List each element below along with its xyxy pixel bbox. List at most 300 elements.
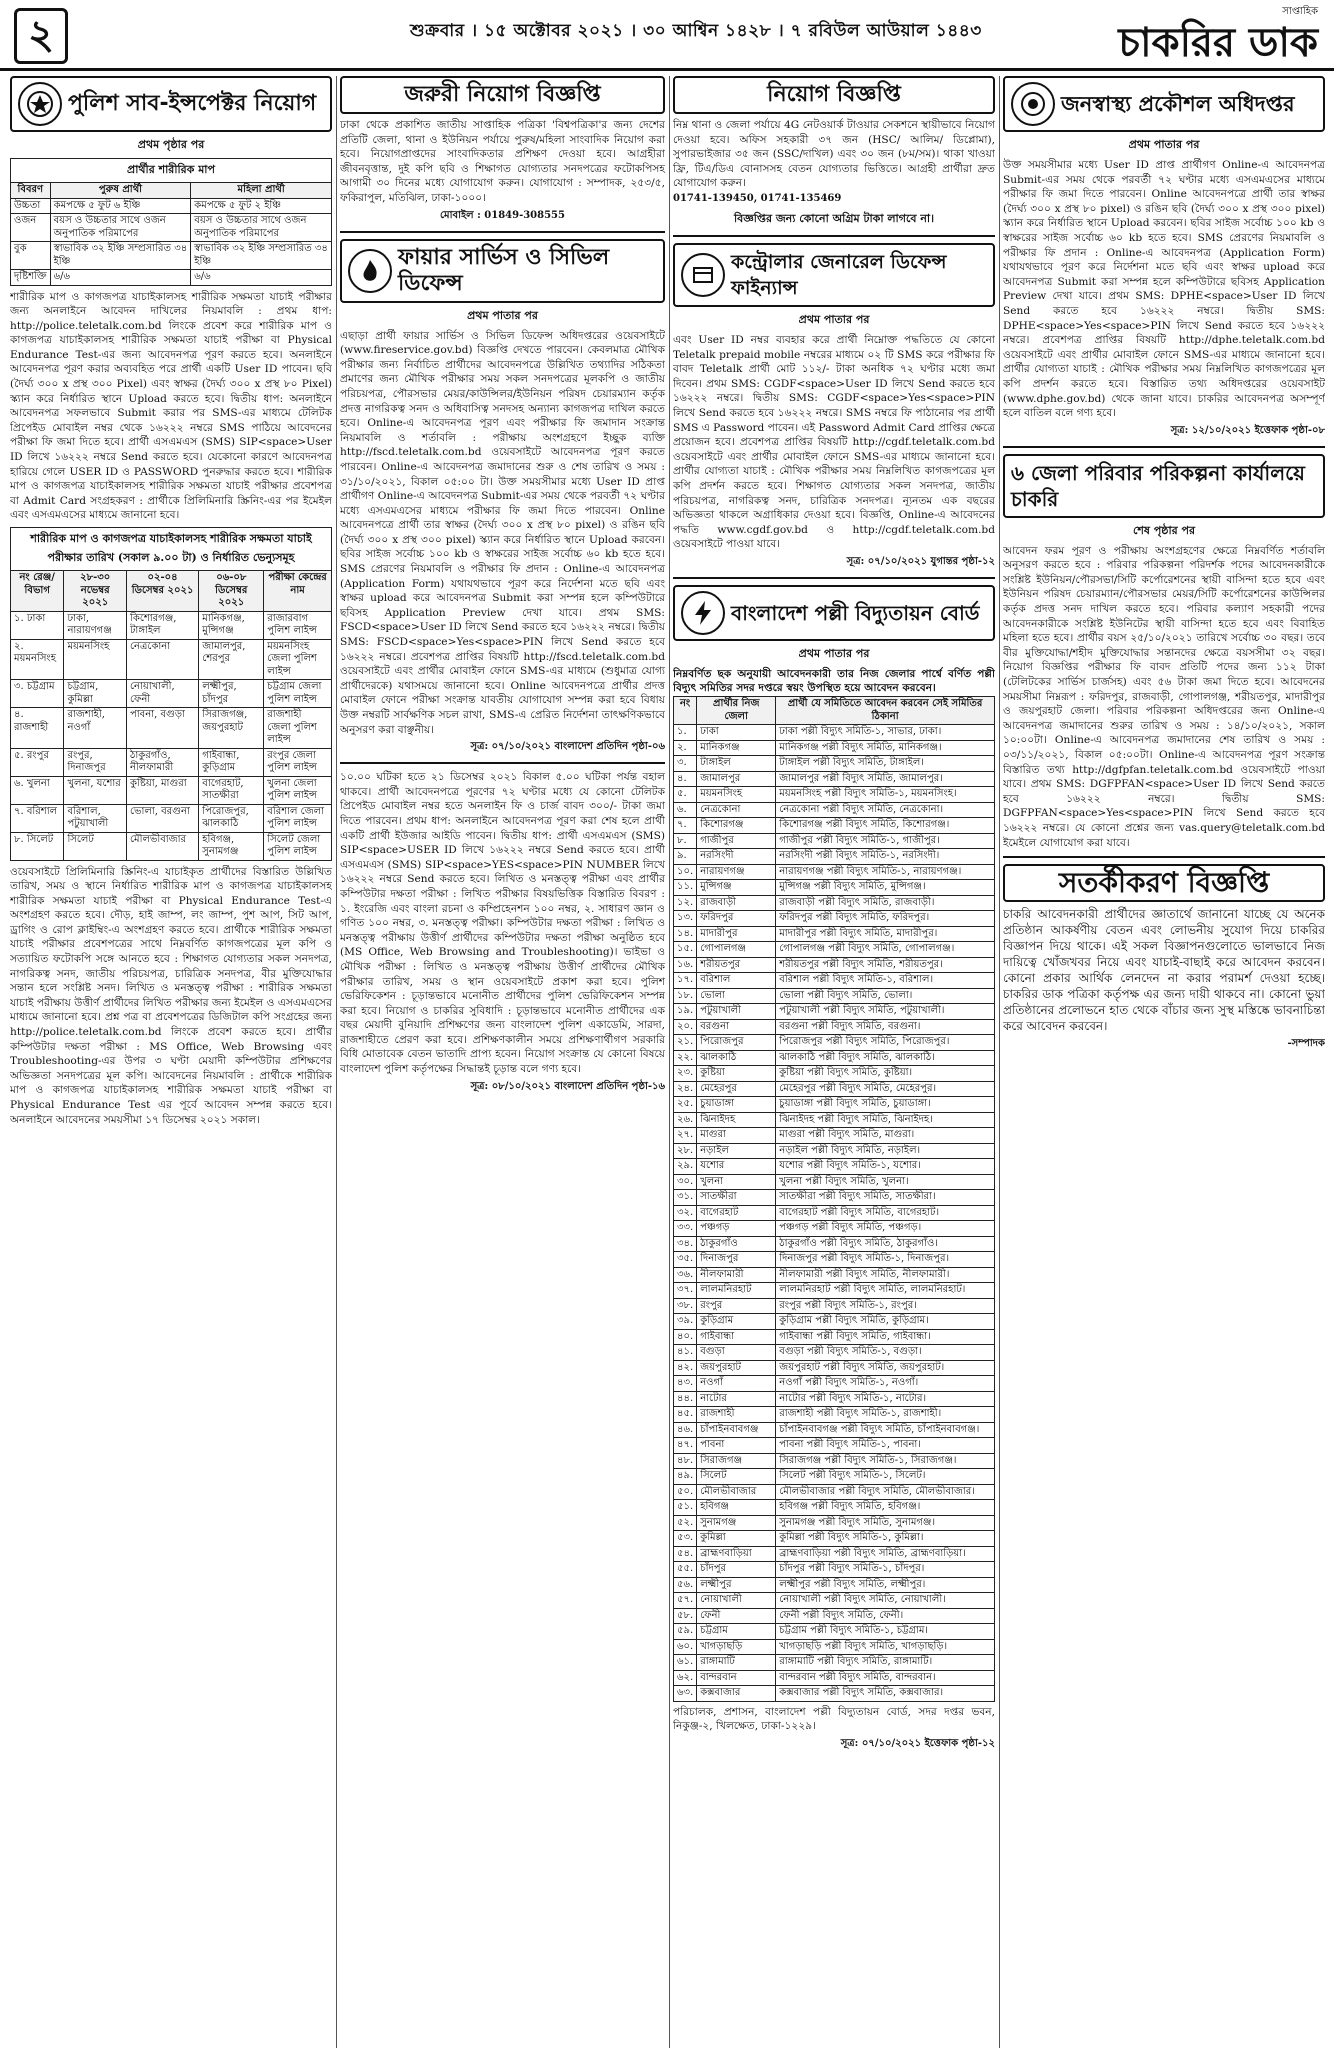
table-cell: ৫২.: [674, 1515, 697, 1531]
table-cell: সিলেট: [697, 1469, 776, 1485]
table-cell: সিলেট: [64, 832, 127, 860]
table-row: [674, 1531, 995, 1547]
table-cell: ৬৩.: [674, 1686, 697, 1702]
table-cell: রংপুর: [697, 1298, 776, 1314]
table-cell: কুমিল্লা পল্লী বিদ্যুৎ সমিতি-১, কুমিল্লা।: [776, 1531, 995, 1547]
table-row: [11, 639, 332, 680]
table-row: [674, 1298, 995, 1314]
table-cell: ৪২.: [674, 1360, 697, 1376]
table-cell: ২৭.: [674, 1128, 697, 1144]
table-row: [674, 1670, 995, 1686]
table-cell: ৬০.: [674, 1639, 697, 1655]
table-cell: কুড়িগ্রাম: [697, 1314, 776, 1330]
table-cell: গাজীপুর: [697, 833, 776, 849]
table-cell: ১৬.: [674, 957, 697, 973]
table-cell: নেত্রকোনা পল্লী বিদ্যুৎ সমিতি, নেত্রকোনা।: [776, 802, 995, 818]
table-cell: নেত্রকোনা: [697, 802, 776, 818]
defence-finance-emblem-icon: [681, 253, 725, 297]
table-header-cell: বিবরণ: [11, 183, 51, 199]
table-cell: ৪৪.: [674, 1391, 697, 1407]
bangladesh-govt-emblem-icon: [1011, 82, 1055, 126]
table-cell: যশোর পল্লী বিদ্যুৎ সমিতি-১, যশোর।: [776, 1159, 995, 1175]
table-cell: জয়পুরহাট পল্লী বিদ্যুৎ সমিতি, জয়পুরহাট।: [776, 1360, 995, 1376]
table-row: [11, 748, 332, 776]
table-cell: ২৩.: [674, 1066, 697, 1082]
table-cell: বাগেরহাট, সাতক্ষীরা: [199, 776, 264, 804]
table-cell: ৫৮.: [674, 1608, 697, 1624]
table-cell: কুড়িগ্রাম পল্লী বিদ্যুৎ সমিতি, কুড়িগ্রাম।: [776, 1314, 995, 1330]
table-cell: বরিশাল: [697, 973, 776, 989]
page-number: ২: [14, 8, 68, 64]
table-header-cell: ০২-০৪ ডিসেম্বর ২০২১: [126, 571, 198, 612]
table-cell: ৫৪.: [674, 1546, 697, 1562]
table-row: [674, 1624, 995, 1640]
table-cell: ১২.: [674, 895, 697, 911]
table-row: [674, 1143, 995, 1159]
table-cell: দৃষ্টিশক্তি: [11, 270, 51, 286]
table-cell: পাবনা পল্লী বিদ্যুৎ সমিতি-১, পাবনা।: [776, 1438, 995, 1454]
notice-title: নিয়োগ বিজ্ঞপ্তি: [767, 82, 901, 107]
table-row: [674, 1391, 995, 1407]
table-cell: ২.: [674, 740, 697, 756]
table-cell: শরীয়তপুর পল্লী বিদ্যুৎ সমিতি, শরীয়তপুর।: [776, 957, 995, 973]
table-cell: চুয়াডাঙ্গা: [697, 1097, 776, 1113]
table-cell: নরসিংদী পল্লী বিদ্যুৎ সমিতি-১, নরসিংদী।: [776, 849, 995, 865]
table-cell: রাজশাহী, নওগাঁ: [64, 708, 127, 749]
urgent-title: জরুরী নিয়োগ বিজ্ঞপ্তি: [404, 82, 601, 107]
table-cell: ময়মনসিংহ: [64, 639, 127, 680]
table-cell: ব্রাহ্মণবাড়িয়া পল্লী বিদ্যুৎ সমিতি, ব্রাহ্মণবাড়িয়া।: [776, 1546, 995, 1562]
table-cell: মৌলভীবাজার: [697, 1484, 776, 1500]
table-row: [674, 1453, 995, 1469]
table-cell: বগুড়া: [697, 1345, 776, 1361]
table-row: [674, 973, 995, 989]
table-cell: স্বাভাবিক ৩২ ইঞ্চি সম্প্রসারিত ৩৪ ইঞ্চি: [50, 242, 191, 270]
table-header-cell: পরীক্ষা কেন্দ্রের নাম: [264, 571, 332, 612]
table-cell: জামালপুর, শেরপুর: [199, 639, 264, 680]
table-row: [674, 1283, 995, 1299]
table-row: [674, 1174, 995, 1190]
table-row: [11, 804, 332, 832]
masthead-tagline: সাপ্তাহিক: [1282, 6, 1318, 17]
table-cell: রাজশাহী জেলা পুলিশ লাইন্স: [264, 708, 332, 749]
table-row: [674, 1128, 995, 1144]
table-cell: ১. ঢাকা: [11, 611, 64, 639]
table-row: [11, 198, 332, 214]
table-row: [674, 1655, 995, 1671]
table-cell: ৪৩.: [674, 1376, 697, 1392]
table-row: [674, 1376, 995, 1392]
table-cell: ঢাকা পল্লী বিদ্যুৎ সমিতি-১, সাভার, ঢাকা।: [776, 725, 995, 741]
table-cell: সিরাজগঞ্জ, জয়পুরহাট: [199, 708, 264, 749]
table-cell: ৭.: [674, 818, 697, 834]
table-cell: বরগুনা পল্লী বিদ্যুৎ সমিতি, বরগুনা।: [776, 1019, 995, 1035]
table-cell: গোপালগঞ্জ পল্লী বিদ্যুৎ সমিতি, গোপালগঞ্জ।: [776, 942, 995, 958]
table-row: [674, 1407, 995, 1423]
table-row: [674, 1050, 995, 1066]
table-cell: উচ্চতা: [11, 198, 51, 214]
table-cell: ৪০.: [674, 1329, 697, 1345]
table-cell: নীলফামারী পল্লী বিদ্যুৎ সমিতি, নীলফামারী।: [776, 1267, 995, 1283]
table-cell: ঝালকাঠি: [697, 1050, 776, 1066]
table-cell: কুষ্টিয়া, মাগুরা: [126, 776, 198, 804]
table-cell: ময়মনসিংহ পল্লী বিদ্যুৎ সমিতি-১, ময়মনসিংহ।: [776, 787, 995, 803]
column-2: [340, 76, 665, 2048]
table-cell: বরিশাল জেলা পুলিশ লাইন্স: [264, 804, 332, 832]
family-title: ৬ জেলা পরিবার পরিকল্পনা কার্যালয়ে চাকরি: [1011, 460, 1305, 511]
notice-phone: 01741-139450, 01741-135469: [673, 192, 842, 204]
urgent-phone: মোবাইল : 01849-308555: [440, 209, 565, 221]
table-cell: ৪১.: [674, 1345, 697, 1361]
table-cell: জামালপুর পল্লী বিদ্যুৎ সমিতি, জামালপুর।: [776, 771, 995, 787]
table-row: [674, 771, 995, 787]
table-row: [674, 802, 995, 818]
table-header-row: [11, 183, 332, 199]
table-cell: বান্দরবান পল্লী বিদ্যুৎ সমিতি, বান্দরবান।: [776, 1670, 995, 1686]
police-body-continued: ওয়েবসাইটে প্রিলিমিনারি স্ক্রিনিং-এ যাচাইকৃত প্রার্থীদের বিস্তারিত উল্লিখিত তারিখ, সময় ও স্থানে নির্ধারিত শারীরিক মাপ ও কাগজপত্র যাচাইকালসহ শারীরিক সক্ষমতা যাচাই পরীক্ষা বা Physical Endurance Test-এ অংশগ্রহণ করতে হবে। দৌড়, হাই জাম্প, লং জাম্প, পুশ আপ, সিট আপ, ড্রাগিং ও রোপ ক্লাইম্বিং-এ অংশগ্রহণ করতে হবে। প্রার্থীকে শারীরিক সক্ষমতা যাচাই পরীক্ষার প্রবেশপত্রের সাথে নিম্নবর্ণিত কাগজপত্রের মূল কপি ও সত্যায়িত ফটোকপি সঙ্গে আনতে হবে : শিক্ষাগত যোগ্যতার সকল সনদপত্র, নাগরিকত্ব সনদ, জাতীয় পরিচয়পত্র, চারিত্রিক সনদপত্র, বীর মুক্তিযোদ্ধার সন্তান হলে সংশ্লিষ্ট সনদ। লিখিত ও মনস্তত্ত্ব পরীক্ষা : শারীরিক সক্ষমতা যাচাই পরীক্ষায় উত্তীর্ণ প্রার্থীদের লিখিত পরীক্ষার জন্য ইমেইল ও এসএমএসের মাধ্যমে জানানো হবে। প্রশ্ন পত্র বা প্রবেশপত্রের ডিজিটাল কপি সংগ্রহের জন্য http://police.teletalk.com.bd লিংকে প্রবেশ করতে হবে। প্রার্থীর কম্পিউটার দক্ষতা পরীক্ষা : MS Office, Web Browsing এবং Troubleshooting-এর উপর ৩ ঘণ্টা মেয়াদী কম্পিউটার প্রশিক্ষণের অভিজ্ঞতা সনদপত্রের মূল কপি। আবেদনের নিয়মাবলি : প্রার্থীকে শারীরিক মাপ ও কাগজপত্র যাচাইকালসহ শারীরিক সক্ষমতা যাচাই পরীক্ষা বা Physical Endurance Test এর পূর্বে আবেদন সম্পন্ন করতে হবে। অনলাইনে আবেদনের সময়সীমা ১৭ ডিসেম্বর ২০২১ সকাল।: [10, 865, 332, 1126]
table-cell: নেত্রকোনা: [126, 639, 198, 680]
table-cell: কিশোরগঞ্জ পল্লী বিদ্যুৎ সমিতি, কিশোরগঞ্জ।: [776, 818, 995, 834]
table-cell: মানিকগঞ্জ পল্লী বিদ্যুৎ সমিতি, মানিকগঞ্জ।: [776, 740, 995, 756]
table-cell: ৬২.: [674, 1670, 697, 1686]
table-cell: নোয়াখালী পল্লী বিদ্যুৎ সমিতি, নোয়াখালী।: [776, 1593, 995, 1609]
table-cell: ৪.: [674, 771, 697, 787]
table-cell: শরীয়তপুর: [697, 957, 776, 973]
table-row: [11, 776, 332, 804]
urgent-body: ঢাকা থেকে প্রকাশিত জাতীয় সাপ্তাহিক পত্রিকা 'বিশ্বপত্রিকা'র জন্য দেশের প্রতিটি জেলা, থানা ও ইউনিয়ন পর্যায়ে পুরুষ/মহিলা সাংবাদিক নিয়োগ করা হবে। নিয়োগপ্রাপ্তদের সাংবাদিকতার প্রশিক্ষণ দেওয়া হবে। আগ্রহীরা জীবনবৃত্তান্ত, দুই কপি ছবি ও শিক্ষাগত যোগ্যতার সনদপত্রের ফটোকপিসহ আগামী ৩০ দিনের মধ্যে যোগাযোগ করুন। যোগাযোগ : সম্পাদক, ২৫৩/৫, ফকিরাপুল, মতিঝিল, ঢাকা-১০০০।: [340, 119, 665, 204]
table-cell: ঝালকাঠি পল্লী বিদ্যুৎ সমিতি, ঝালকাঠি।: [776, 1050, 995, 1066]
table-cell: ৩.: [674, 756, 697, 772]
table-cell: ৩৭.: [674, 1283, 697, 1299]
table-cell: ৫১.: [674, 1500, 697, 1516]
table-cell: পিরোজপুর, ঝালকাঠি: [199, 804, 264, 832]
table-row: [674, 756, 995, 772]
table-cell: ৮. সিলেট: [11, 832, 64, 860]
fire-lead: প্রথম পাতার পর: [467, 308, 538, 322]
table-row: [674, 911, 995, 927]
table-cell: ৩৮.: [674, 1298, 697, 1314]
table-cell: চাঁদপুর পল্লী বিদ্যুৎ সমিতি-১, চাঁদপুর।: [776, 1562, 995, 1578]
column-divider: [669, 76, 670, 2048]
table-cell: কমপক্ষে ৫ ফুট ৬ ইঞ্চি: [50, 198, 191, 214]
table-cell: ১৯.: [674, 1004, 697, 1020]
table-cell: ৩. চট্টগ্রাম: [11, 680, 64, 708]
table-cell: সিরাজগঞ্জ: [697, 1453, 776, 1469]
table-cell: ভোলা পল্লী বিদ্যুৎ সমিতি, ভোলা।: [776, 988, 995, 1004]
police-source: সূত্র: ০৮/১০/২০২১ বাংলাদেশ প্রতিদিন পৃষ্ঠা-১৬: [470, 1080, 665, 1092]
family-body: আবেদন ফরম পূরণ ও পরীক্ষায় অংশগ্রহণের ক্ষেত্রে নিম্নবর্ণিত শর্তাবলি অনুসরণ করতে হবে : পরিবার পরিকল্পনা পরিদর্শক পদের আবেদনকারীকে সংশ্লিষ্ট ইউনিয়ন/পৌরসভা/সিটি কর্পোরেশনের স্থায়ী বাসিন্দা হতে হবে এবং ইউনিয়ন পরিষদ চেয়ারম্যান/পৌরসভার মেয়র/সিটি কর্পোরেশনের কাউন্সিলর কর্তৃক প্রদত্ত সনদ দাখিল করতে হবে। পরিবার কল্যাণ সহকারী পদের আবেদনকারীকে সংশ্লিষ্ট ইউনিটের স্থায়ী বাসিন্দা হতে হবে এবং বিবাহিত মহিলা হতে হবে। প্রার্থীর বয়স ২৫/১০/২০২১ তারিখে সর্বোচ্চ ৩০ বছর। তবে বীর মুক্তিযোদ্ধা/শহীদ মুক্তিযোদ্ধার সন্তানদের ক্ষেত্রে বয়সসীমা ৩২ বছর। নিয়োগ বিজ্ঞপ্তির পরীক্ষার ফি বাবদ প্রতিটি পদের জন্য ১১২ টাকা (টেলিটকের সার্ভিস চার্জসহ) এবং ৫৬ টাকা জমা দিতে হবে। আবেদনের সময়সীমা নিম্নরূপ : ফরিদপুর, রাজবাড়ী, গোপালগঞ্জ, শরীয়তপুর, মাদারীপুর ও জয়পুরহাট জেলা। পরিবার পরিকল্পনা অধিদপ্তরের জন্য Online-এ আবেদনপত্র জমাদানের শুরুর তারিখ ও সময় : ১৪/১০/২০২১, সকাল ১০:০০টা। Online-এ আবেদনপত্র জমাদানের শেষ তারিখ ও সময় : ০৩/১১/২০২১, বিকাল ০৫:০০টা। Online-এ আবেদনপত্র পূরণ সংক্রান্ত বিস্তারিত তথ্য http://dgfpfan.teletalk.com.bd ওয়েবসাইটে পাওয়া যাবে। প্রথম SMS: DGFPFAN<space>User ID লিখে Send করতে হবে ১৬২২২ নম্বরে। দ্বিতীয় SMS: DGFPFAN<space>Yes<space>PIN লিখে Send করতে হবে ১৬২২২ নম্বরে। যে কোনো প্রশ্নের জন্য vas.query@teletalk.com.bd ইমেইলে যোগাযোগ করা যাবে।: [1003, 544, 1325, 849]
table-cell: নাটোর: [697, 1391, 776, 1407]
table-cell: ৪৫.: [674, 1407, 697, 1423]
table-cell: ঝিনাইদহ: [697, 1112, 776, 1128]
table-cell: ঢাকা: [697, 725, 776, 741]
table-row: [674, 1639, 995, 1655]
table-row: [674, 1345, 995, 1361]
table-row: [11, 242, 332, 270]
table-cell: রংপুর পল্লী বিদ্যুৎ সমিতি-১, রংপুর।: [776, 1298, 995, 1314]
table-cell: ১১.: [674, 880, 697, 896]
section-rule: [340, 762, 665, 764]
family-heading-box: [1003, 454, 1325, 518]
table-row: [674, 1081, 995, 1097]
table-cell: ঢাকা, নারায়ণগঞ্জ: [64, 611, 127, 639]
rural-intro: নিম্নবর্ণিত ছক অনুযায়ী আবেদনকারী তার নিজ জেলার পার্শ্বে বর্ণিত পল্লী বিদ্যুৎ সমিতির সদর দপ্তরে স্বয়ং উপস্থিত হয়ে আবেদন করবেন।: [673, 667, 995, 695]
table-cell: ১৫.: [674, 942, 697, 958]
table-cell: খুলনা, যশোর: [64, 776, 127, 804]
dphe-source: সূত্র: ১২/১০/২০২১ ইত্তেফাক পৃষ্ঠা-০৮: [1170, 424, 1325, 436]
table-row: [11, 214, 332, 242]
table-cell: চট্টগ্রাম পল্লী বিদ্যুৎ সমিতি-১, চট্টগ্রাম।: [776, 1624, 995, 1640]
table-row: [674, 1546, 995, 1562]
table-cell: লক্ষ্মীপুর পল্লী বিদ্যুৎ সমিতি, লক্ষ্মীপুর।: [776, 1577, 995, 1593]
table-cell: ঠাকুরগাঁও পল্লী বিদ্যুৎ সমিতি, ঠাকুরগাঁও।: [776, 1236, 995, 1252]
table-cell: ১৩.: [674, 911, 697, 927]
table-cell: ৫০.: [674, 1484, 697, 1500]
table-row: [674, 1159, 995, 1175]
table-cell: রাজশাহী পল্লী বিদ্যুৎ সমিতি-১, রাজশাহী।: [776, 1407, 995, 1423]
table-cell: চট্টগ্রাম জেলা পুলিশ লাইন্স: [264, 680, 332, 708]
table-cell: মানিকগঞ্জ: [697, 740, 776, 756]
table-row: [674, 926, 995, 942]
table-cell: বরিশাল, পটুয়াখালী: [64, 804, 127, 832]
table-cell: নরসিংদী: [697, 849, 776, 865]
dphe-heading-box: [1003, 76, 1325, 132]
warning-body: চাকরি আবেদনকারী প্রার্থীদের জ্ঞাতার্থে জানানো যাচ্ছে যে অনেক প্রতিষ্ঠান আকর্ষণীয় বেতন এবং লোভনীয় সুযোগ দিয়ে চাকরির বিজ্ঞাপন দিয়ে থাকে। এই সকল বিজ্ঞাপনগুলোতে ভালভাবে নিজ দায়িত্বে খোঁজখবর নিয়ে এবং যাচাই-বাছাই করে আবেদন করবেন। কোনো প্রকার আর্থিক লেনদেন না করার পরামর্শ দেওয়া হচ্ছে। চাকরির ডাক পত্রিকা কর্তৃপক্ষ এর জন্য দায়ী থাকবে না। কোনো ভুয়া প্রতিষ্ঠানের প্রলোভনে হাত থেকে বাঁচার জন্য সুস্থ মস্তিষ্কে ভাবনাচিন্তা করে আবেদন করবেন।: [1003, 907, 1325, 1034]
table-row: [674, 1205, 995, 1221]
table-cell: কক্সবাজার পল্লী বিদ্যুৎ সমিতি, কক্সবাজার।: [776, 1686, 995, 1702]
table-row: [674, 1097, 995, 1113]
table-cell: পটুয়াখালী: [697, 1004, 776, 1020]
table-cell: ২৮.: [674, 1143, 697, 1159]
table-cell: ২৬.: [674, 1112, 697, 1128]
table-cell: ফেনী: [697, 1608, 776, 1624]
schedule-title: শারীরিক মাপ ও কাগজপত্র যাচাইকালসহ শারীরিক সক্ষমতা যাচাই পরীক্ষার তারিখ (সকাল ৯.০০ টা) ও নির্ধারিত ভেন্যুসমূহ: [10, 527, 332, 570]
table-row: [674, 1608, 995, 1624]
table-row: [674, 818, 995, 834]
table-cell: ঝিনাইদহ পল্লী বিদ্যুৎ সমিতি, ঝিনাইদহ।: [776, 1112, 995, 1128]
table-cell: গাজীপুর পল্লী বিদ্যুৎ সমিতি-১, গাজীপুর।: [776, 833, 995, 849]
table-cell: বান্দরবান: [697, 1670, 776, 1686]
table-header-cell: ২৮-৩০ নভেম্বর ২০২১: [64, 571, 127, 612]
table-row: [674, 833, 995, 849]
table-cell: ৮.: [674, 833, 697, 849]
table-cell: দিনাজপুর: [697, 1252, 776, 1268]
table-header-cell: ০৬-০৮ ডিসেম্বর ২০২১: [199, 571, 264, 612]
table-cell: ১.: [674, 725, 697, 741]
table-cell: মাগুরা: [697, 1128, 776, 1144]
table-cell: সিলেট পল্লী বিদ্যুৎ সমিতি-১, সিলেট।: [776, 1469, 995, 1485]
table-row: [674, 942, 995, 958]
table-cell: বগুড়া পল্লী বিদ্যুৎ সমিতি-১, বগুড়া।: [776, 1345, 995, 1361]
table-row: [11, 270, 332, 286]
table-cell: ৪. রাজশাহী: [11, 708, 64, 749]
table-cell: ৫৬.: [674, 1577, 697, 1593]
table-cell: ওজন: [11, 214, 51, 242]
table-cell: ১৪.: [674, 926, 697, 942]
table-cell: পঞ্চগড়: [697, 1221, 776, 1237]
table-header-cell: নং: [674, 697, 697, 725]
page-header: [0, 0, 1334, 70]
table-cell: রংপুর, দিনাজপুর: [64, 748, 127, 776]
table-header-row: [674, 697, 995, 725]
table-cell: নীলফামারী: [697, 1267, 776, 1283]
table-cell: যশোর: [697, 1159, 776, 1175]
table-row: [674, 1329, 995, 1345]
table-cell: বাগেরহাট পল্লী বিদ্যুৎ সমিতি, বাগেরহাট।: [776, 1205, 995, 1221]
table-header-cell: পুরুষ প্রার্থী: [50, 183, 191, 199]
table-cell: ৬.: [674, 802, 697, 818]
table-cell: নড়াইল: [697, 1143, 776, 1159]
table-cell: খাগড়াছড়ি: [697, 1639, 776, 1655]
table-cell: খুলনা পল্লী বিদ্যুৎ সমিতি, খুলনা।: [776, 1174, 995, 1190]
table-cell: বাগেরহাট: [697, 1205, 776, 1221]
table-cell: ব্রাহ্মণবাড়িয়া: [697, 1546, 776, 1562]
table-row: [674, 1422, 995, 1438]
table-cell: লক্ষ্মীপুর: [697, 1577, 776, 1593]
section-rule: [1003, 446, 1325, 448]
dphe-body: উক্ত সময়সীমার মধ্যে User ID প্রাপ্ত প্রার্থীগণ Online-এ আবেদনপত্র Submit-এর সময় থেকে পরবর্তী ৭২ ঘণ্টার মধ্যে এসএমএসের মাধ্যমে পরীক্ষার ফি জমা দিতে পারবেন। Online আবেদনপত্রে প্রার্থী তার স্বাক্ষর (দৈর্ঘ্য ৩০০ x প্রস্থ ৮০ pixel) ও রঙিন ছবি (দৈর্ঘ্য ৩০০ x প্রস্থ ৩০০ pixel) স্ক্যান করে নির্ধারিত স্থানে Upload করবেন। ছবির সাইজ সর্বোচ্চ ১০০ kb ও স্বাক্ষরের সাইজ সর্বোচ্চ ৬০ kb হতে হবে। SMS প্রেরণের নিয়মাবলি ও পরীক্ষার ফি প্রদান : Online-এ আবেদনপত্র (Application Form) যথাযথভাবে পূরণ করে নির্দেশনা মতে ছবি এবং স্বাক্ষর upload করে আবেদনপত্র Submit করা সম্পন্ন হলে কম্পিউটারে ছবিসহ Application Preview দেখা যাবে। প্রথম SMS: DPHE<space>User ID লিখে Send করতে হবে ১৬২২২ নম্বরে। দ্বিতীয় SMS: DPHE<space>Yes<space>PIN লিখে Send করতে হবে ১৬২২২ নম্বরে। প্রবেশপত্র প্রাপ্তির বিষয়টি http://dphe.teletalk.com.bd ওয়েবসাইটে এবং প্রার্থীর মোবাইল ফোনে SMS-এর মাধ্যমে জানানো হবে। প্রার্থীর যোগ্যতা যাচাই : মৌখিক পরীক্ষার সময় নিম্নলিখিত কাগজপত্রের মূল কপি প্রদর্শন করতে হবে। বিস্তারিত তথ্য অধিদপ্তরের ওয়েবসাইট (www.dphe.gov.bd) থেকে জানা যাবে। চাকরির আবেদনপত্র অসম্পূর্ণ হলে বাতিল বলে গণ্য হবে।: [1003, 159, 1325, 420]
section-rule: [673, 235, 995, 237]
table-cell: পটুয়াখালী পল্লী বিদ্যুৎ সমিতি, পটুয়াখালী।: [776, 1004, 995, 1020]
police-continued-body: ১০.০০ ঘটিকা হতে ২১ ডিসেম্বর ২০২১ বিকাল ৫.০০ ঘটিকা পর্যন্ত বহাল থাকবে। প্রার্থী আবেদনপত্রে পূরণের ৭২ ঘণ্টার মধ্যে যে কোনো টেলিটক প্রিপেইড মোবাইল নম্বর হতে অনলাইন ফি ও চার্জ বাবদ ৩০০/- টাকা জমা দিতে পারবেন। প্রথম ধাপ: অনলাইনে আবেদনপত্র পূরণ করা শেষ হলে প্রার্থী একটি প্রার্থী ইউজার আইডি পাবেন। দ্বিতীয় ধাপ: প্রার্থী এসএমএস (SMS) SIP<space>USER ID লিখে ১৬২২২ নম্বরে Send করতে হবে। প্রার্থী এসএমএস (SMS) SIP<space>YES<space>PIN NUMBER লিখে ১৬২২২ নম্বরে Send করতে হবে। লিখিত ও মনস্তত্ত্ব পরীক্ষা এবং প্রার্থীর কম্পিউটার দক্ষতা পরীক্ষা : লিখিত পরীক্ষার বিষয়ভিত্তিক বিস্তারিত বিবরণ : ১. ইংরেজি এবং বাংলা রচনা ও কম্প্রিহেনশন ১০০ নম্বর, ২. সাধারণ জ্ঞান ও গণিত ১০০ নম্বর, ৩. মনস্তত্ত্ব পরীক্ষা। কম্পিউটার দক্ষতা পরীক্ষা : লিখিত ও মনস্তত্ত্ব পরীক্ষায় উত্তীর্ণ প্রার্থীদের কম্পিউটার দক্ষতা পরীক্ষা অনুষ্ঠিত হবে (MS Office, Web Browsing and Troubleshooting)। ভাইভা ও মৌখিক পরীক্ষা : লিখিত ও মনস্তত্ত্ব পরীক্ষায় উত্তীর্ণ প্রার্থীদের মৌখিক পরীক্ষার তারিখ, সময় ও স্থান ওয়েবসাইটে প্রকাশ করা হবে। পুলিশ ভেরিফিকেশন : চূড়ান্তভাবে মনোনীত প্রার্থীদের পুলিশ ভেরিফিকেশন সম্পন্ন করা হবে। নিয়োগ ও চাকরির সুবিধাদি : চূড়ান্তভাবে মনোনীত প্রার্থীদের এক বছর মেয়াদী বুনিয়াদি প্রশিক্ষণের জন্য বাংলাদেশ পুলিশ একাডেমি, সারদা, রাজশাহীতে প্রেরণ করা হবে। প্রশিক্ষণকালীন সময়ে প্রশিক্ষণার্থীগণ সরকারি বিধি মোতাবেক বেতন ভাতাদি প্রাপ্য হবেন। নিয়োগ সংক্রান্ত যে কোনো বিষয়ে বাংলাদেশ পুলিশ কর্তৃপক্ষের সিদ্ধান্তই চূড়ান্ত বলে গণ্য হবে।: [340, 771, 665, 1076]
table-cell: ফরিদপুর: [697, 911, 776, 927]
table-row: [674, 1267, 995, 1283]
table-cell: বয়স ও উচ্চতার সাথে ওজন অনুপাতিক পরিমাপের: [191, 214, 332, 242]
table-cell: ২২.: [674, 1050, 697, 1066]
table-row: [674, 1035, 995, 1051]
table-cell: পিরোজপুর: [697, 1035, 776, 1051]
table-cell: সুনামগঞ্জ পল্লী বিদ্যুৎ সমিতি, সুনামগঞ্জ।: [776, 1515, 995, 1531]
table-row: [674, 1469, 995, 1485]
rural-heading-box: [673, 585, 995, 641]
table-row: [674, 1484, 995, 1500]
table-cell: মেহেরপুর পল্লী বিদ্যুৎ সমিতি, মেহেরপুর।: [776, 1081, 995, 1097]
notice-note: বিজ্ঞপ্তির জন্য কোনো অগ্রিম টাকা লাগবে না।: [733, 211, 935, 225]
table-cell: বুক: [11, 242, 51, 270]
notice-body: নিম্ন থানা ও জেলা পর্যায়ে 4G নেটওয়ার্ক টাওয়ার সেকশনে স্থায়ীভাবে নিয়োগ দেওয়া হবে। অফিস সহকারী ৩৭ জন (HSC/ আলিম/ ডিপ্লোমা), সুপারভাইজার ৩৫ জন (SSC/দাখিল) এবং ৩০ জন (৮ম/সম)। থাকা খাওয়া ফ্রি, টিএ/ডিএ বোনাসসহ বেতন যোগ্যতার ভিত্তিতে। আগ্রহী প্রার্থীরা দ্রুত যোগাযোগ করুন।: [673, 119, 995, 190]
masthead: [1048, 4, 1318, 64]
table-cell: ৩৪.: [674, 1236, 697, 1252]
table-cell: ৫.: [674, 787, 697, 803]
table-cell: ৩০.: [674, 1174, 697, 1190]
table-cell: পাবনা, বগুড়া: [126, 708, 198, 749]
table-cell: ৩১.: [674, 1190, 697, 1206]
table-cell: গাইবান্ধা পল্লী বিদ্যুৎ সমিতি, গাইবান্ধা।: [776, 1329, 995, 1345]
table-cell: নওগাঁ: [697, 1376, 776, 1392]
table-cell: ভোলা: [697, 988, 776, 1004]
masthead-title: চাকরির ডাক: [1118, 20, 1318, 66]
table-cell: মাগুরা পল্লী বিদ্যুৎ সমিতি, মাগুরা।: [776, 1128, 995, 1144]
table-cell: সিরাজগঞ্জ পল্লী বিদ্যুৎ সমিতি-১, সিরাজগঞ্জ।: [776, 1453, 995, 1469]
table-cell: মাদারীপুর: [697, 926, 776, 942]
table-cell: ফেনী পল্লী বিদ্যুৎ সমিতি, ফেনী।: [776, 1608, 995, 1624]
table-cell: গাইবান্ধা, কুড়িগ্রাম: [199, 748, 264, 776]
table-cell: চাঁপাইনবাবগঞ্জ: [697, 1422, 776, 1438]
table-row: [674, 1438, 995, 1454]
table-row: [674, 880, 995, 896]
fire-service-emblem-icon: [348, 249, 392, 293]
table-cell: ৫৫.: [674, 1562, 697, 1578]
table-row: [674, 1593, 995, 1609]
table-cell: ফরিদপুর পল্লী বিদ্যুৎ সমিতি, ফরিদপুর।: [776, 911, 995, 927]
table-row: [674, 849, 995, 865]
table-cell: কক্সবাজার: [697, 1686, 776, 1702]
table-cell: কিশোরগঞ্জ, টাঙ্গাইল: [126, 611, 198, 639]
table-row: [674, 1577, 995, 1593]
rural-electrification-emblem-icon: [681, 591, 725, 635]
table-cell: মাদারীপুর পল্লী বিদ্যুৎ সমিতি, মাদারীপুর।: [776, 926, 995, 942]
table-cell: নড়াইল পল্লী বিদ্যুৎ সমিতি, নড়াইল।: [776, 1143, 995, 1159]
table-cell: ভোলা, বরগুনা: [126, 804, 198, 832]
table-cell: মুন্সিগঞ্জ: [697, 880, 776, 896]
table-row: [674, 725, 995, 741]
table-cell: ৬/৬: [50, 270, 191, 286]
table-header-cell: প্রার্থীর নিজ জেলা: [697, 697, 776, 725]
controller-lead: প্রথম পাতার পর: [798, 312, 870, 326]
table-cell: ময়মনসিংহ জেলা পুলিশ লাইন্স: [264, 639, 332, 680]
table-cell: নাটোর পল্লী বিদ্যুৎ সমিতি-১, নাটোর।: [776, 1391, 995, 1407]
fire-body: এছাড়া প্রার্থী ফায়ার সার্ভিস ও সিভিল ডিফেন্স অধিদপ্তরের ওয়েবসাইটে (www.fireservice.gov.bd) বিজ্ঞপ্তি দেখতে পারবেন। কেবলমাত্র মৌখিক পরীক্ষার জন্য নির্বাচিত প্রার্থীদের আবেদনপত্রে উল্লিখিত তথ্যাদির সঠিকতা প্রমাণের জন্য মৌখিক পরীক্ষার সময় সকল সনদপত্রের মূলকপি ও জাতীয় পরিচয়পত্র, পৌরসভার মেয়র/কাউন্সিলর/ইউনিয়ন পরিষদ চেয়ারম্যান কর্তৃক প্রদত্ত নাগরিকত্ব সনদ ও অধিবাসিত্ব সনদসহ অন্যান্য কাগজপত্র দাখিল করতে হবে। Online-এ আবেদনপত্র পূরণ এবং পরীক্ষার ফি জমাদান সংক্রান্ত নিয়মাবলি ও শর্তাবলি : পরীক্ষায় অংশগ্রহণে ইচ্ছুক ব্যক্তি http://fscd.teletalk.com.bd ওয়েবসাইটে আবেদনপত্র পূরণ করতে পারবেন। Online-এ আবেদনপত্র জমাদানের শুরু ও শেষ তারিখ ও সময় : ৩১/১০/২০২১, বিকাল ০৫:০০ টা। উক্ত সময়সীমার মধ্যে User ID প্রাপ্ত প্রার্থীগণ Online-এ আবেদনপত্র Submit-এর সময় থেকে পরবর্তী ৭২ ঘণ্টার মধ্যে এসএমএসের মাধ্যমে পরীক্ষার ফি জমা দিতে পারবেন। Online আবেদনপত্রে প্রার্থী তার স্বাক্ষর (দৈর্ঘ্য ৩০০ x প্রস্থ ৮০ pixel) ও রঙিন ছবি (দৈর্ঘ্য ৩০০ x প্রস্থ ৩০০ pixel) স্ক্যান করে নির্ধারিত স্থানে Upload করবেন। ছবির সাইজ সর্বোচ্চ ১০০ kb ও স্বাক্ষরের সাইজ সর্বোচ্চ ৬০ kb হতে হবে। SMS প্রেরণের নিয়মাবলি ও পরীক্ষার ফি প্রদান : Online-এ আবেদনপত্র (Application Form) যথাযথভাবে পূরণ করে নির্দেশনা মতে ছবি এবং স্বাক্ষর upload করে আবেদনপত্র Submit করা সম্পন্ন হলে কম্পিউটারে ছবিসহ Application Preview দেখা যাবে। প্রথম SMS: FSCD<space>User ID লিখে Send করতে হবে ১৬২২২ নম্বরে। দ্বিতীয় SMS: FSCD<space>Yes<space>PIN লিখে Send করতে হবে ১৬২২২ নম্বরে। প্রবেশপত্র প্রাপ্তির বিষয়টি http://fscd.teletalk.com.bd ওয়েবসাইটে এবং প্রার্থীর মোবাইল ফোনে SMS-এর মাধ্যমে (শুধুমাত্র যোগ্য প্রার্থীদেরকে) যথাসময়ে জানানো হবে। Online আবেদনপত্রে প্রার্থীর প্রদত্ত মোবাইল ফোনে পরীক্ষা সংক্রান্ত যাবতীয় যোগাযোগ সম্পন্ন করা হবে বিধায় উক্ত নম্বরটি সার্বক্ষণিক সচল রাখা, SMS-এ প্রেরিত নির্দেশনা তাৎক্ষণিকভাবে অনুসরণ করা বাঞ্ছনীয়।: [340, 329, 665, 736]
table-row: [674, 1500, 995, 1516]
section-rule: [340, 231, 665, 233]
table-cell: বরগুনা: [697, 1019, 776, 1035]
section-rule: [1003, 856, 1325, 858]
table-cell: ১৮.: [674, 988, 697, 1004]
table-cell: ২. ময়মনসিংহ: [11, 639, 64, 680]
table-cell: চাঁপাইনবাবগঞ্জ পল্লী বিদ্যুৎ সমিতি, চাঁপাইনবাবগঞ্জ।: [776, 1422, 995, 1438]
table-cell: রাজবাড়ী: [697, 895, 776, 911]
table-cell: ২৫.: [674, 1097, 697, 1113]
warning-heading-box: [1003, 864, 1325, 902]
table-cell: খাগড়াছড়ি পল্লী বিদ্যুৎ সমিতি, খাগড়াছড়ি।: [776, 1639, 995, 1655]
table-cell: ৯.: [674, 849, 697, 865]
table-cell: গাইবান্ধা: [697, 1329, 776, 1345]
table-cell: সিলেট জেলা পুলিশ লাইন্স: [264, 832, 332, 860]
table-cell: ৬১.: [674, 1655, 697, 1671]
family-lead: শেষ পৃষ্ঠার পর: [1132, 523, 1196, 537]
table-cell: ৪৯.: [674, 1469, 697, 1485]
table-row: [674, 1221, 995, 1237]
dphe-lead: প্রথম পাতার পর: [1128, 138, 1200, 151]
table-cell: ১৭.: [674, 973, 697, 989]
table-cell: ৩৫.: [674, 1252, 697, 1268]
table-row: [674, 1112, 995, 1128]
column-4: [1003, 76, 1325, 2048]
column-3: [673, 76, 995, 2048]
table-cell: পাবনা: [697, 1438, 776, 1454]
police-emblem-icon: [18, 82, 62, 126]
table-row: [674, 957, 995, 973]
table-cell: রাজারবাগ পুলিশ লাইন্স: [264, 611, 332, 639]
table-row: [674, 1019, 995, 1035]
physical-measure-table: [10, 182, 332, 286]
fire-title: ফায়ার সার্ভিস ও সিভিল ডিফেন্স: [398, 244, 610, 296]
rural-footer: পরিচালক, প্রশাসন, বাংলাদেশ পল্লী বিদ্যুতায়ন বোর্ড, সদর দপ্তর ভবন, নিকুঞ্জ-২, খিলক্ষেত, ঢাকা-১২২৯।: [673, 1705, 995, 1733]
table-row: [674, 787, 995, 803]
column-divider: [336, 76, 337, 2048]
warning-signature: -সম্পাদক: [1287, 1038, 1325, 1050]
table-cell: কুমিল্লা: [697, 1531, 776, 1547]
table-cell: ৩৩.: [674, 1221, 697, 1237]
table-header-cell: মহিলা প্রার্থী: [191, 183, 332, 199]
table-row: [674, 1004, 995, 1020]
table-cell: রাঙ্গামাটি পল্লী বিদ্যুৎ সমিতি, রাঙ্গামাটি।: [776, 1655, 995, 1671]
table-cell: কুষ্টিয়া পল্লী বিদ্যুৎ সমিতি, কুষ্টিয়া।: [776, 1066, 995, 1082]
table-cell: ৫৩.: [674, 1531, 697, 1547]
table-cell: লক্ষ্মীপুর, চাঁদপুর: [199, 680, 264, 708]
table-row: [674, 895, 995, 911]
controller-source: সূত্র: ০৭/১০/২০২১ যুগান্তর পৃষ্ঠা-১২: [846, 555, 995, 567]
